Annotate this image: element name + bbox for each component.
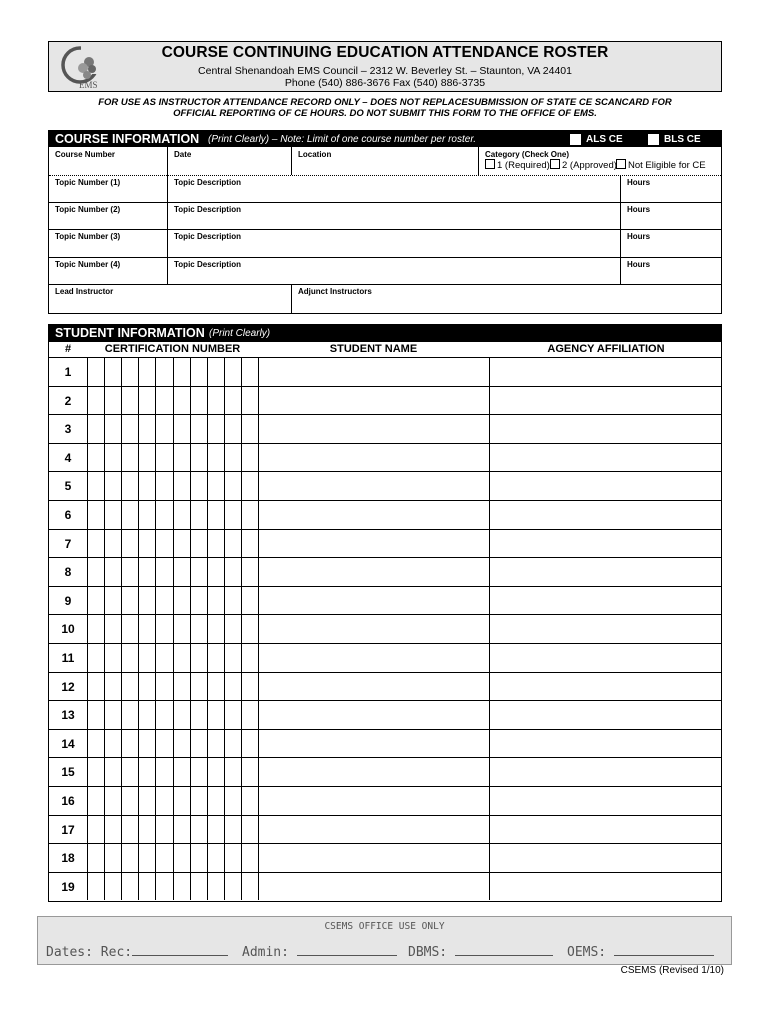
row-number-14: 14	[61, 736, 75, 751]
row-number-16: 16	[61, 794, 75, 808]
agency-affiliation-cell[interactable]	[489, 557, 723, 586]
student-information-title: STUDENT INFORMATION	[55, 326, 205, 340]
divider	[167, 147, 168, 175]
notice-line-2: OFFICIAL REPORTING OF CE HOURS. DO NOT SUBMIT THIS FORM TO THE OFFICE OF EMS.	[173, 108, 597, 119]
topic-number-1-label: Topic Number (1)	[55, 178, 121, 187]
agency-affiliation-cell[interactable]	[489, 786, 723, 815]
topic-hours-1-label: Hours	[627, 178, 651, 187]
student-name-cell[interactable]	[258, 586, 489, 615]
category-label: Category (Check One)	[485, 150, 570, 159]
category-2-checkbox[interactable]	[550, 159, 560, 169]
topic-description-3-label: Topic Description	[174, 232, 241, 241]
row-number-7: 7	[64, 536, 72, 551]
category-option-not-eligible[interactable]: Not Eligible for CE	[616, 159, 706, 171]
digit-divider	[190, 357, 191, 900]
date-label: Date	[174, 150, 192, 159]
office-dates-rec-line	[132, 944, 228, 956]
office-oems-line	[614, 944, 714, 956]
student-name-cell[interactable]	[258, 672, 489, 701]
category-not-eligible-checkbox[interactable]	[616, 159, 626, 169]
office-oems-field[interactable]: OEMS:	[567, 944, 714, 960]
student-name-cell[interactable]	[258, 843, 489, 872]
council-address: Central Shenandoah EMS Council – 2312 W. Beverley St. – Staunton, VA 24401	[198, 65, 572, 77]
form-header	[48, 41, 722, 92]
row-number-6: 6	[64, 508, 72, 522]
course-information-note: (Print Clearly) – Note: Limit of one course number per roster.	[208, 134, 477, 145]
row-number-13: 13	[61, 708, 75, 723]
office-use-section	[37, 916, 732, 965]
student-name-cell[interactable]	[258, 757, 489, 786]
divider	[291, 284, 292, 313]
row-number-15: 15	[61, 765, 75, 780]
agency-affiliation-cell[interactable]	[489, 729, 723, 758]
student-name-cell[interactable]	[258, 471, 489, 500]
student-name-cell[interactable]	[258, 500, 489, 529]
agency-affiliation-cell[interactable]	[489, 386, 723, 415]
category-option-2[interactable]: 2 (Approved)	[550, 159, 617, 171]
student-name-cell[interactable]	[258, 529, 489, 558]
column-divider	[87, 357, 88, 900]
office-admin-field[interactable]: Admin:	[242, 944, 397, 960]
column-divider	[258, 357, 259, 900]
bls-ce-label: BLS CE	[664, 134, 701, 145]
location-label: Location	[298, 150, 332, 159]
topic-number-4-label: Topic Number (4)	[55, 260, 121, 269]
topic-hours-3-label: Hours	[627, 232, 651, 241]
row-number-18: 18	[61, 851, 75, 866]
col-header-number: #	[64, 343, 72, 355]
revision-note: CSEMS (Revised 1/10)	[620, 965, 724, 976]
student-name-cell[interactable]	[258, 872, 489, 901]
row-number-9: 9	[64, 593, 72, 608]
row-number-2: 2	[64, 393, 72, 408]
agency-affiliation-cell[interactable]	[489, 500, 723, 529]
row-number-12: 12	[61, 679, 75, 694]
col-header-certification-number: CERTIFICATION NUMBER	[104, 343, 241, 355]
office-dbms-line	[455, 944, 553, 956]
topic-number-3-label: Topic Number (3)	[55, 232, 121, 241]
digit-divider	[173, 357, 174, 900]
student-name-cell[interactable]	[258, 700, 489, 729]
agency-affiliation-cell[interactable]	[489, 672, 723, 701]
student-name-cell[interactable]	[258, 357, 489, 386]
digit-divider	[121, 357, 122, 900]
course-information-bar	[49, 131, 721, 147]
row-number-4: 4	[64, 450, 72, 465]
row-number-11: 11	[61, 651, 75, 665]
agency-affiliation-cell[interactable]	[489, 586, 723, 615]
row-number-3: 3	[64, 422, 72, 437]
row-number-5: 5	[64, 479, 72, 494]
row-number-19: 19	[61, 879, 75, 894]
agency-affiliation-cell[interactable]	[489, 414, 723, 443]
student-information-note: (Print Clearly)	[209, 328, 271, 339]
topic-number-2-label: Topic Number (2)	[55, 205, 121, 214]
row-number-8: 8	[64, 565, 72, 580]
col-header-agency-affiliation: AGENCY AFFILIATION	[547, 343, 665, 355]
digit-divider	[155, 357, 156, 900]
agency-affiliation-cell[interactable]	[489, 529, 723, 558]
student-name-cell[interactable]	[258, 386, 489, 415]
agency-affiliation-cell[interactable]	[489, 614, 723, 643]
office-admin-line	[297, 944, 397, 956]
topic-description-1-label: Topic Description	[174, 178, 241, 187]
digit-divider	[104, 357, 105, 900]
agency-affiliation-cell[interactable]	[489, 643, 723, 672]
divider	[49, 284, 721, 285]
row-number-17: 17	[61, 822, 75, 837]
digit-divider	[241, 357, 242, 900]
student-name-cell[interactable]	[258, 614, 489, 643]
course-number-label: Course Number	[55, 150, 116, 159]
agency-affiliation-cell[interactable]	[489, 757, 723, 786]
row-number-10: 10	[61, 622, 75, 637]
digit-divider	[207, 357, 208, 900]
als-ce-checkbox[interactable]	[569, 133, 582, 146]
student-name-cell[interactable]	[258, 815, 489, 844]
course-information-title: COURSE INFORMATION	[55, 132, 200, 146]
agency-affiliation-cell[interactable]	[489, 872, 723, 901]
student-name-cell[interactable]	[258, 557, 489, 586]
student-name-cell[interactable]	[258, 443, 489, 472]
topic-description-2-label: Topic Description	[174, 205, 241, 214]
col-header-student-name: STUDENT NAME	[329, 343, 418, 355]
divider	[167, 175, 168, 284]
student-name-cell[interactable]	[258, 729, 489, 758]
agency-affiliation-cell[interactable]	[489, 700, 723, 729]
digit-divider	[138, 357, 139, 900]
divider	[620, 175, 621, 284]
form-title: COURSE CONTINUING EDUCATION ATTENDANCE ROSTER	[161, 44, 609, 61]
row-number-1: 1	[64, 365, 72, 379]
svg-text:EMS: EMS	[79, 80, 98, 90]
category-1-checkbox[interactable]	[485, 159, 495, 169]
divider	[291, 147, 292, 175]
topic-hours-2-label: Hours	[627, 205, 651, 214]
student-name-cell[interactable]	[258, 786, 489, 815]
office-dates-rec-field[interactable]: Dates: Rec:	[46, 944, 228, 960]
topic-hours-4-label: Hours	[627, 260, 651, 269]
agency-affiliation-cell[interactable]	[489, 443, 723, 472]
student-name-cell[interactable]	[258, 414, 489, 443]
council-phone-fax: Phone (540) 886-3676 Fax (540) 886-3735	[284, 77, 486, 89]
student-information-bar	[49, 325, 721, 342]
agency-affiliation-cell[interactable]	[489, 843, 723, 872]
lead-instructor-label: Lead Instructor	[55, 287, 114, 296]
student-name-cell[interactable]	[258, 643, 489, 672]
office-dbms-field[interactable]: DBMS:	[408, 944, 553, 960]
column-divider	[489, 357, 490, 900]
digit-divider	[224, 357, 225, 900]
als-ce-label: ALS CE	[586, 134, 623, 145]
student-information-section	[48, 324, 722, 902]
agency-affiliation-cell[interactable]	[489, 815, 723, 844]
topic-description-4-label: Topic Description	[174, 260, 241, 269]
agency-affiliation-cell[interactable]	[489, 471, 723, 500]
adjunct-instructors-label: Adjunct Instructors	[298, 287, 372, 296]
office-use-title: CSEMS OFFICE USE ONLY	[324, 921, 445, 932]
course-information-section	[48, 130, 722, 314]
divider	[478, 147, 479, 175]
bls-ce-checkbox[interactable]	[647, 133, 660, 146]
agency-affiliation-cell[interactable]	[489, 357, 723, 386]
category-option-1[interactable]: 1 (Required)	[485, 159, 550, 171]
notice-line-1: FOR USE AS INSTRUCTOR ATTENDANCE RECORD ONLY – DOES NOT REPLACESUBMISSION OF STATE CE SCANCARD FOR	[98, 97, 672, 108]
